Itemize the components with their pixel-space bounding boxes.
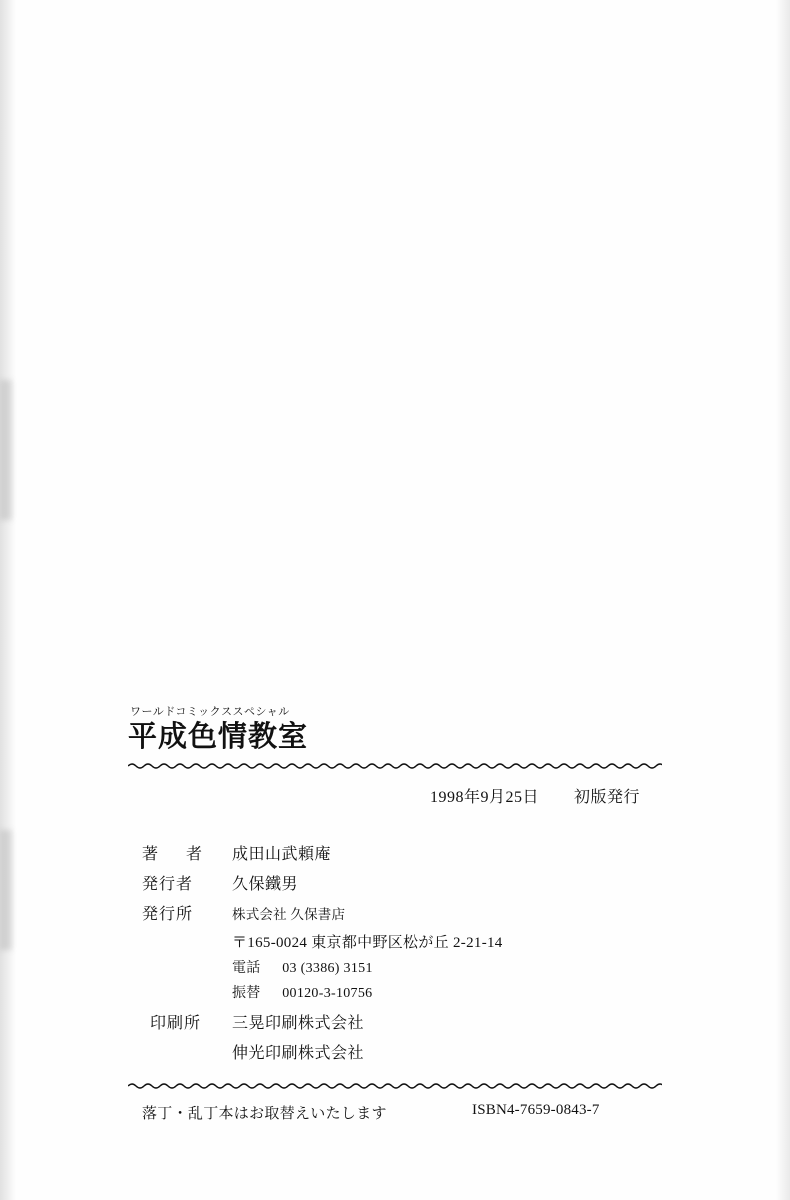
publisher-phone-label: 電話 (232, 961, 261, 977)
publication-date-row (128, 784, 662, 807)
credit-label-author: 著 者 (142, 846, 209, 864)
credit-row-printer (128, 1010, 662, 1033)
scan-edge-shadow-right (776, 0, 790, 1200)
credit-value-printer-one: 三晃印刷株式会社 (232, 1015, 365, 1033)
replacement-note: 落丁・乱丁本はお取替えいたします (142, 1106, 387, 1123)
credits-list (128, 841, 662, 1063)
credit-row-publisher-person (128, 871, 662, 894)
credit-row-author (128, 841, 662, 864)
credit-row-publisher-company (128, 901, 662, 924)
credit-label-publisher-company: 発行所 (142, 906, 194, 924)
credit-label-publisher-person: 発行者 (142, 876, 194, 894)
publisher-phone-row (232, 957, 662, 977)
credit-value-printer-two: 伸光印刷株式会社 (232, 1045, 365, 1063)
publisher-furikae-value: 00120-3-10756 (282, 986, 373, 1002)
scan-edge-shadow-left (0, 0, 16, 1200)
edition-label: 初版発行 (573, 789, 640, 807)
publisher-address: 〒165-0024 東京都中野区松が丘 2-21-14 (232, 935, 503, 952)
scan-edge-blotch-upper (0, 380, 12, 520)
isbn-value: ISBN4-7659-0843-7 (472, 1102, 600, 1119)
publisher-phone-value: 03 (3386) 3151 (282, 961, 373, 977)
publisher-furikae-label: 振替 (232, 986, 261, 1002)
credit-row-printer-two (128, 1040, 662, 1063)
publisher-furikae-row (232, 982, 662, 1002)
credit-value-publisher-company: 株式会社 久保書店 (232, 907, 346, 923)
credit-value-publisher-person: 久保鐵男 (232, 876, 299, 894)
publication-date: 1998年9月25日 (429, 789, 539, 807)
wavy-divider-bottom (128, 1081, 662, 1090)
series-label: ワールドコミックススペシャル (130, 705, 290, 718)
scan-edge-blotch-lower (0, 830, 12, 950)
colophon-footer (128, 1102, 662, 1123)
credit-label-printer: 印刷所 (150, 1015, 202, 1033)
wavy-divider-top (128, 761, 662, 770)
colophon-block (128, 706, 662, 1123)
credit-value-author: 成田山武頼庵 (232, 846, 332, 864)
book-title: 平成色情教室 (128, 719, 309, 754)
